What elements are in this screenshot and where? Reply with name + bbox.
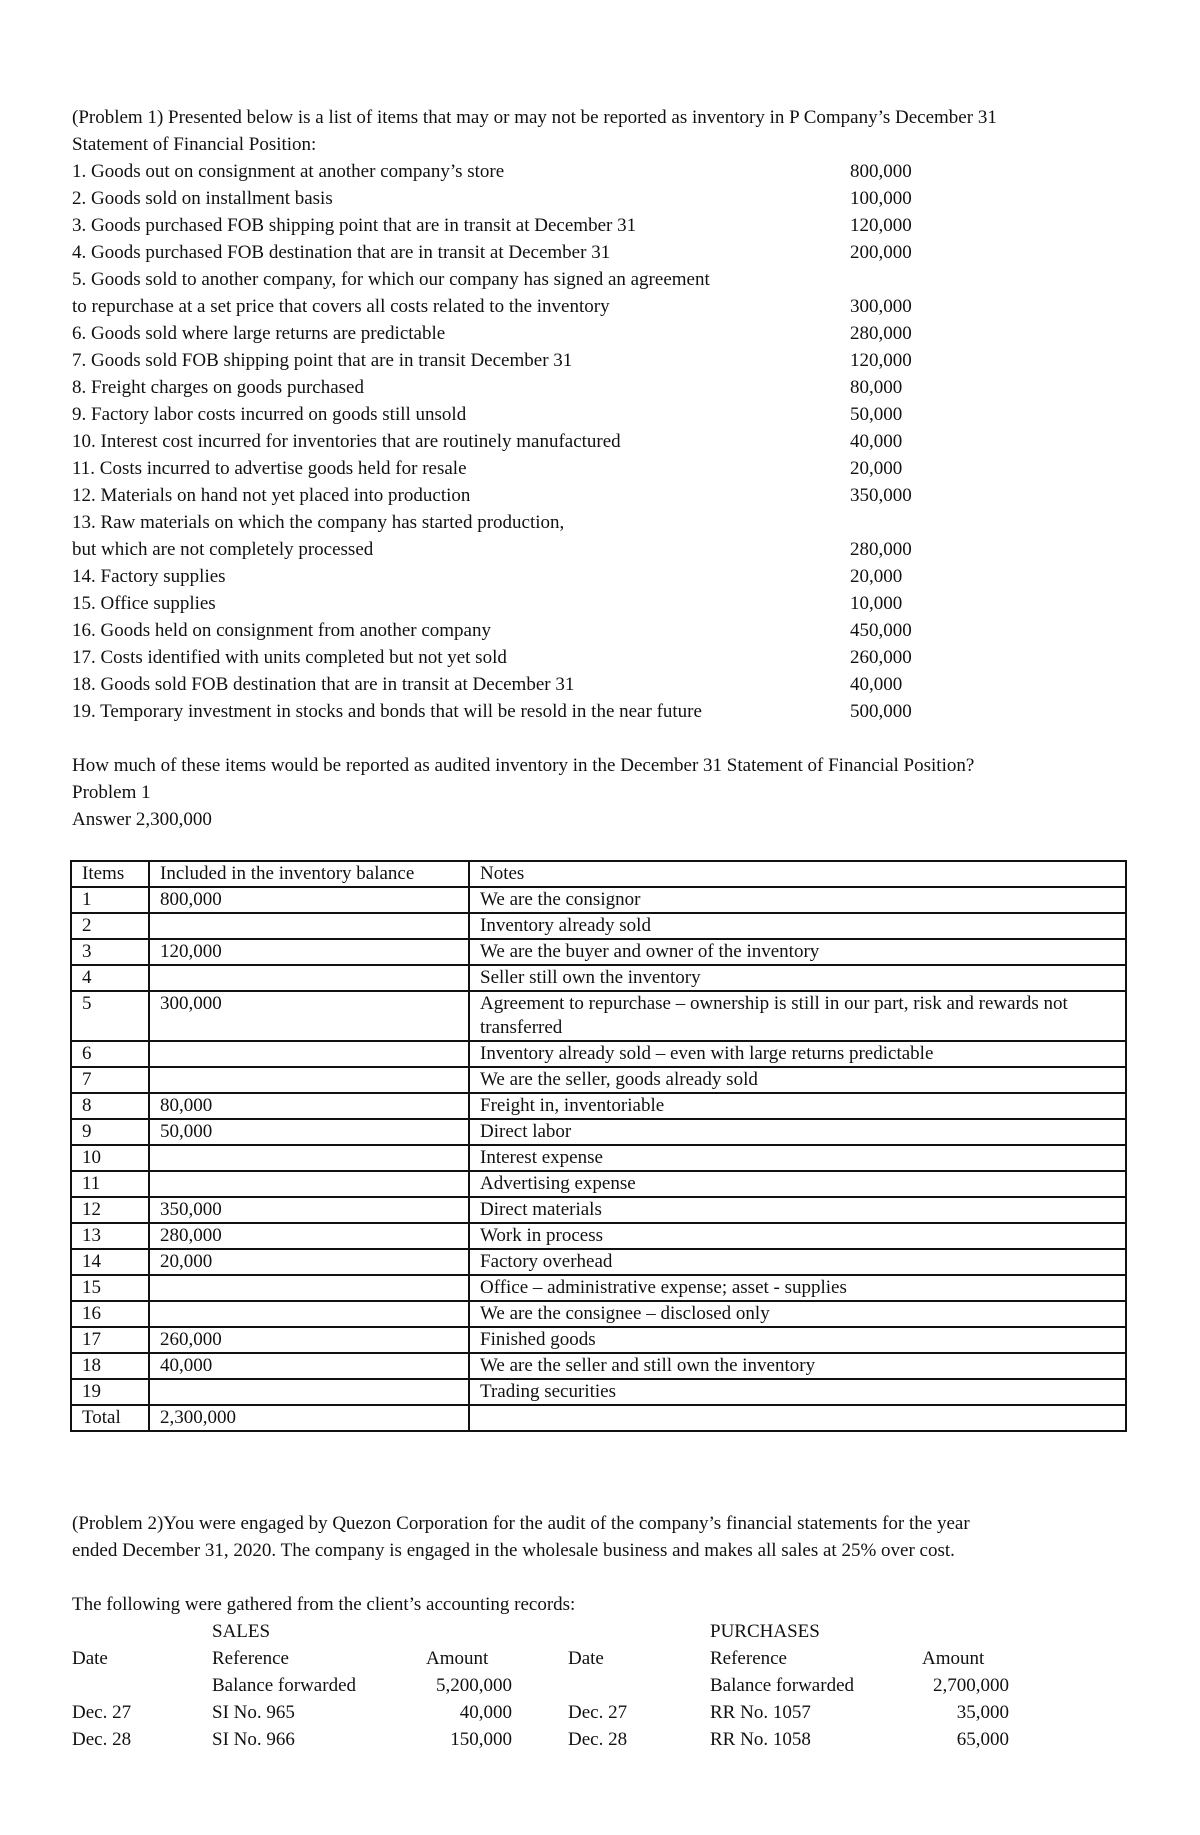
item-description: 13. Raw materials on which the company has started production, xyxy=(72,512,565,533)
item-description: 19. Temporary investment in stocks and bonds that will be resold in the near future xyxy=(72,701,702,722)
purchases-reference-cell: RR No. 1057 xyxy=(710,1702,811,1723)
item-number-cell: 16 xyxy=(71,1301,149,1327)
item-number-cell: Total xyxy=(71,1405,149,1431)
item-description: 9. Factory labor costs incurred on goods still unsold xyxy=(72,404,467,425)
purchases-amount-header: Amount xyxy=(922,1648,985,1669)
item-number-cell: 3 xyxy=(71,939,149,965)
notes-cell: Finished goods xyxy=(469,1327,1126,1353)
item-number-cell: 1 xyxy=(71,887,149,913)
item-number-cell: 13 xyxy=(71,1223,149,1249)
purchases-date-cell: Dec. 28 xyxy=(568,1729,628,1750)
list-item xyxy=(72,563,1128,590)
purchases-amount-cell: 2,700,000 xyxy=(933,1675,1009,1696)
table-row xyxy=(71,1405,1126,1431)
item-amount: 450,000 xyxy=(850,620,912,641)
item-amount: 20,000 xyxy=(850,458,903,479)
table-row xyxy=(71,939,1126,965)
item-amount: 120,000 xyxy=(850,215,912,236)
list-item xyxy=(72,698,1128,725)
problem1-section xyxy=(72,104,1128,833)
list-item xyxy=(72,401,1128,428)
table-row xyxy=(71,1171,1126,1197)
purchases-title: PURCHASES xyxy=(710,1621,820,1642)
included-amount-cell xyxy=(149,1171,469,1197)
ledger-rows xyxy=(72,1672,1128,1753)
problem2-intro-line: ended December 31, 2020. The company is engaged in the wholesale business and makes all sales at 25% over cost. xyxy=(72,1540,955,1561)
item-description: 4. Goods purchased FOB destination that are in transit at December 31 xyxy=(72,242,611,263)
notes-cell: We are the seller, goods already sold xyxy=(469,1067,1126,1093)
table-row xyxy=(71,1041,1126,1067)
item-amount: 500,000 xyxy=(850,701,912,722)
item-description: 3. Goods purchased FOB shipping point that are in transit at December 31 xyxy=(72,215,637,236)
list-item xyxy=(72,509,1128,536)
item-description: 6. Goods sold where large returns are predictable xyxy=(72,323,446,344)
sales-date-header: Date xyxy=(72,1648,108,1669)
notes-cell: We are the buyer and owner of the inventory xyxy=(469,939,1126,965)
sales-date-cell: Dec. 28 xyxy=(72,1729,132,1750)
sales-reference-cell: Balance forwarded xyxy=(212,1675,357,1696)
included-amount-cell xyxy=(149,1275,469,1301)
sales-reference-cell: SI No. 966 xyxy=(212,1729,295,1750)
item-description: 11. Costs incurred to advertise goods held for resale xyxy=(72,458,467,479)
list-item xyxy=(72,320,1128,347)
item-amount: 50,000 xyxy=(850,404,903,425)
list-item xyxy=(72,671,1128,698)
list-item xyxy=(72,266,1128,293)
purchases-date-cell: Dec. 27 xyxy=(568,1702,628,1723)
item-description: 1. Goods out on consignment at another company’s store xyxy=(72,161,505,182)
included-amount-cell: 120,000 xyxy=(149,939,469,965)
included-amount-cell xyxy=(149,1067,469,1093)
sales-amount-cell: 40,000 xyxy=(459,1702,512,1723)
ledger-row xyxy=(72,1672,1128,1699)
notes-cell: We are the consignor xyxy=(469,887,1126,913)
notes-cell: Direct labor xyxy=(469,1119,1126,1145)
item-description: 16. Goods held on consignment from another company xyxy=(72,620,491,641)
ledger-row xyxy=(72,1699,1128,1726)
item-number-cell: 10 xyxy=(71,1145,149,1171)
problem2-section xyxy=(72,1510,1128,1753)
item-amount: 280,000 xyxy=(850,539,912,560)
included-amount-cell: 2,300,000 xyxy=(149,1405,469,1431)
sales-amount-cell: 5,200,000 xyxy=(436,1675,512,1696)
list-item xyxy=(72,617,1128,644)
list-item xyxy=(72,212,1128,239)
table-row xyxy=(71,1353,1126,1379)
item-description: 18. Goods sold FOB destination that are in transit at December 31 xyxy=(72,674,575,695)
problem1-label: Problem 1 xyxy=(72,782,151,803)
item-description: 7. Goods sold FOB shipping point that are in transit December 31 xyxy=(72,350,573,371)
item-number-cell: 17 xyxy=(71,1327,149,1353)
table-row xyxy=(71,1067,1126,1093)
notes-cell: Interest expense xyxy=(469,1145,1126,1171)
purchases-amount-cell: 65,000 xyxy=(956,1729,1009,1750)
item-amount: 20,000 xyxy=(850,566,903,587)
sales-date-cell: Dec. 27 xyxy=(72,1702,132,1723)
table-row xyxy=(71,887,1126,913)
item-number-cell: 15 xyxy=(71,1275,149,1301)
list-item xyxy=(72,347,1128,374)
purchases-date-header: Date xyxy=(568,1648,604,1669)
item-number-cell: 18 xyxy=(71,1353,149,1379)
notes-cell: Advertising expense xyxy=(469,1171,1126,1197)
list-item xyxy=(72,293,1128,320)
item-amount: 300,000 xyxy=(850,296,912,317)
item-number-cell: 9 xyxy=(71,1119,149,1145)
item-description: to repurchase at a set price that covers all costs related to the inventory xyxy=(72,296,610,317)
notes-cell: We are the seller and still own the inventory xyxy=(469,1353,1126,1379)
ledger-header-row xyxy=(72,1645,1128,1672)
problem1-intro-line: Statement of Financial Position: xyxy=(72,134,317,155)
table-row xyxy=(71,1223,1126,1249)
problem2-intro-line: (Problem 2)You were engaged by Quezon Corporation for the audit of the company’s financial statements for the year xyxy=(72,1513,970,1534)
item-amount: 10,000 xyxy=(850,593,903,614)
included-amount-cell xyxy=(149,1301,469,1327)
item-description: 2. Goods sold on installment basis xyxy=(72,188,333,209)
list-item xyxy=(72,644,1128,671)
included-amount-cell: 50,000 xyxy=(149,1119,469,1145)
notes-cell xyxy=(469,1405,1126,1431)
table-row xyxy=(71,1327,1126,1353)
item-number-cell: 2 xyxy=(71,913,149,939)
table-row xyxy=(71,1379,1126,1405)
included-amount-cell xyxy=(149,913,469,939)
ledger-titles-row xyxy=(72,1618,1128,1645)
item-number-cell: 5 xyxy=(71,991,149,1041)
table-row xyxy=(71,1145,1126,1171)
item-number-cell: 14 xyxy=(71,1249,149,1275)
notes-cell: Agreement to repurchase – ownership is still in our part, risk and rewards not transferred xyxy=(469,991,1126,1041)
notes-cell: We are the consignee – disclosed only xyxy=(469,1301,1126,1327)
table-row xyxy=(71,1249,1126,1275)
notes-cell: Direct materials xyxy=(469,1197,1126,1223)
included-amount-cell xyxy=(149,1145,469,1171)
list-item xyxy=(72,374,1128,401)
item-number-cell: 6 xyxy=(71,1041,149,1067)
problem1-intro-line: (Problem 1) Presented below is a list of items that may or may not be reported as inventory in P Company’s December 31 xyxy=(72,107,997,128)
item-number-cell: 8 xyxy=(71,1093,149,1119)
item-amount: 40,000 xyxy=(850,431,903,452)
included-amount-cell: 350,000 xyxy=(149,1197,469,1223)
problem1-question: How much of these items would be reported as audited inventory in the December 31 Statement of Financial Position? xyxy=(72,755,975,776)
table-row xyxy=(71,1301,1126,1327)
notes-cell: Factory overhead xyxy=(469,1249,1126,1275)
item-number-cell: 7 xyxy=(71,1067,149,1093)
list-item xyxy=(72,185,1128,212)
table-header-cell: Notes xyxy=(469,861,1126,887)
item-description: 10. Interest cost incurred for inventories that are routinely manufactured xyxy=(72,431,621,452)
table-header-cell: Items xyxy=(71,861,149,887)
table-header-row xyxy=(71,861,1126,887)
purchases-reference-cell: RR No. 1058 xyxy=(710,1729,811,1750)
purchases-reference-header: Reference xyxy=(710,1648,787,1669)
item-number-cell: 19 xyxy=(71,1379,149,1405)
item-amount: 120,000 xyxy=(850,350,912,371)
included-amount-cell xyxy=(149,1379,469,1405)
item-amount: 260,000 xyxy=(850,647,912,668)
included-amount-cell: 800,000 xyxy=(149,887,469,913)
ledger-row xyxy=(72,1726,1128,1753)
problem1-answer: Answer 2,300,000 xyxy=(72,809,212,830)
included-amount-cell: 260,000 xyxy=(149,1327,469,1353)
item-description: 5. Goods sold to another company, for which our company has signed an agreement xyxy=(72,269,710,290)
included-amount-cell xyxy=(149,1041,469,1067)
notes-cell: Seller still own the inventory xyxy=(469,965,1126,991)
purchases-reference-cell: Balance forwarded xyxy=(710,1675,855,1696)
purchases-amount-cell: 35,000 xyxy=(956,1702,1009,1723)
item-amount: 80,000 xyxy=(850,377,903,398)
sales-reference-header: Reference xyxy=(212,1648,289,1669)
included-amount-cell: 40,000 xyxy=(149,1353,469,1379)
item-amount: 350,000 xyxy=(850,485,912,506)
table-row xyxy=(71,913,1126,939)
included-amount-cell: 300,000 xyxy=(149,991,469,1041)
list-item xyxy=(72,482,1128,509)
notes-cell: Work in process xyxy=(469,1223,1126,1249)
table-row xyxy=(71,1275,1126,1301)
included-amount-cell xyxy=(149,965,469,991)
table-header-cell: Included in the inventory balance xyxy=(149,861,469,887)
problem2-gathered-text: The following were gathered from the client’s accounting records: xyxy=(72,1594,576,1615)
item-description: 12. Materials on hand not yet placed into production xyxy=(72,485,471,506)
notes-cell: Office – administrative expense; asset - supplies xyxy=(469,1275,1126,1301)
item-number-cell: 12 xyxy=(71,1197,149,1223)
notes-cell: Inventory already sold – even with large returns predictable xyxy=(469,1041,1126,1067)
list-item xyxy=(72,158,1128,185)
notes-cell: Inventory already sold xyxy=(469,913,1126,939)
included-amount-cell: 280,000 xyxy=(149,1223,469,1249)
list-item xyxy=(72,455,1128,482)
included-amount-cell: 80,000 xyxy=(149,1093,469,1119)
item-amount: 40,000 xyxy=(850,674,903,695)
item-number-cell: 4 xyxy=(71,965,149,991)
item-description: 15. Office supplies xyxy=(72,593,216,614)
notes-cell: Freight in, inventoriable xyxy=(469,1093,1126,1119)
list-item xyxy=(72,536,1128,563)
list-item xyxy=(72,239,1128,266)
sales-amount-header: Amount xyxy=(426,1648,489,1669)
item-amount: 800,000 xyxy=(850,161,912,182)
list-item xyxy=(72,590,1128,617)
table-row xyxy=(71,991,1126,1041)
item-description: but which are not completely processed xyxy=(72,539,374,560)
item-amount: 200,000 xyxy=(850,242,912,263)
sales-title: SALES xyxy=(212,1621,271,1642)
included-amount-cell: 20,000 xyxy=(149,1249,469,1275)
problem1-item-list xyxy=(72,158,1128,725)
sales-amount-cell: 150,000 xyxy=(450,1729,512,1750)
list-item xyxy=(72,428,1128,455)
item-amount: 100,000 xyxy=(850,188,912,209)
sales-reference-cell: SI No. 965 xyxy=(212,1702,295,1723)
table-row xyxy=(71,965,1126,991)
table-row xyxy=(71,1093,1126,1119)
table-row xyxy=(71,1197,1126,1223)
item-description: 8. Freight charges on goods purchased xyxy=(72,377,364,398)
item-amount: 280,000 xyxy=(850,323,912,344)
table-row xyxy=(71,1119,1126,1145)
inventory-table xyxy=(70,860,1127,1432)
item-number-cell: 11 xyxy=(71,1171,149,1197)
item-description: 14. Factory supplies xyxy=(72,566,226,587)
notes-cell: Trading securities xyxy=(469,1379,1126,1405)
item-description: 17. Costs identified with units completed but not yet sold xyxy=(72,647,507,668)
